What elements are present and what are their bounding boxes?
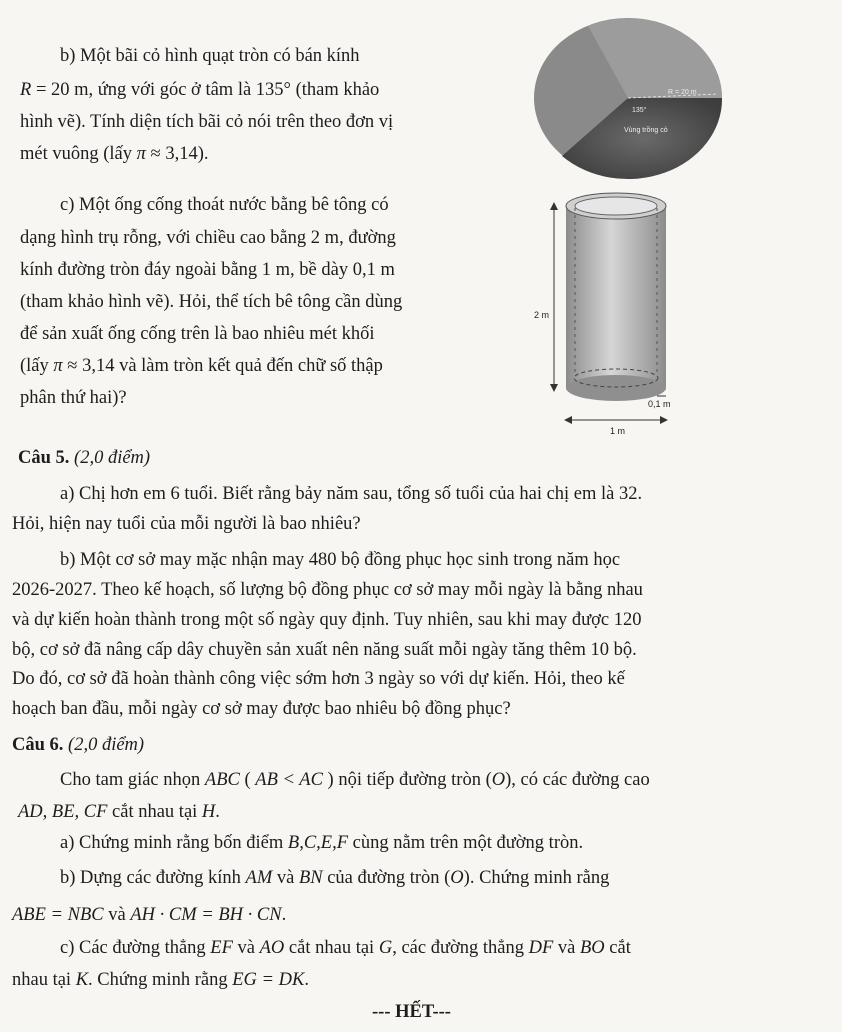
q6-i2a: AD, BE, CF — [18, 802, 108, 822]
q6-title: Câu 6. — [12, 735, 64, 755]
q6-i1b: ABC — [204, 770, 240, 790]
q6-b1: b) Dựng các đường kính — [60, 868, 246, 888]
q6-c7: , các đường thẳng — [392, 938, 529, 958]
q4b-line-2 — [20, 78, 379, 102]
cyl-diameter-label: 1 m — [610, 426, 626, 436]
q5-b-line-3: và dự kiến hoàn thành trong một số ngày quy định. Tuy nhiên, sau khi may được 120 — [12, 610, 642, 630]
q4b-line-3: hình vẽ). Tính diện tích bãi cỏ nói trên theo đơn vị — [20, 112, 394, 132]
q4b-line-1: b) Một bãi cỏ hình quạt tròn có bán kính — [60, 46, 360, 66]
q6-heading — [12, 733, 144, 757]
q6-b10: AH · CM = BH · CN — [130, 905, 282, 925]
q6-intro-line-2 — [18, 800, 220, 824]
q6-a-line — [60, 831, 583, 855]
q6-b9: và — [103, 905, 131, 925]
q6-b11: . — [281, 905, 287, 925]
q5-b-line-5: Do đó, cơ sở đã hoàn thành công việc sớm hơn 3 ngày so với dự kiến. Hỏi, theo kế — [12, 669, 625, 689]
pipe-body — [566, 206, 666, 388]
q5-a-line-1: a) Chị hơn em 6 tuổi. Biết rằng bảy năm sau, tổng số tuổi của hai chị em là 32. — [60, 484, 643, 504]
q6-a1: a) Chứng minh rằng bốn điểm — [60, 833, 288, 853]
q6-b-line-2 — [12, 903, 286, 927]
pipe-top-inner — [575, 197, 657, 215]
q4c-line-6 — [20, 354, 383, 378]
q5-heading — [18, 446, 150, 470]
height-arrow-head-bottom — [550, 384, 558, 392]
q6-b-line-1 — [60, 866, 609, 890]
q6-b3: và — [272, 868, 299, 888]
q6-c-line-2 — [12, 968, 309, 992]
q6-b5: của đường tròn ( — [322, 868, 451, 888]
q4c-line-2: dạng hình trụ rỗng, với chiều cao bằng 2 m, đường — [20, 228, 396, 248]
q6-b8: ABE = NBC — [12, 905, 104, 925]
q6-i2b: cắt nhau tại — [107, 802, 202, 822]
q6-c4: AO — [259, 938, 285, 958]
q4c-line-6-c: ≈ 3,14 và làm tròn kết quả đến chữ số thập — [62, 356, 383, 376]
q6-a3: cùng nằm trên một đường tròn. — [348, 833, 584, 853]
q6-c6: G — [378, 938, 393, 958]
sector-radius-label: R = 20 m — [668, 89, 697, 96]
q4c-line-1: c) Một ống cống thoát nước bằng bê tông có — [60, 195, 389, 215]
q5-points: (2,0 điểm) — [74, 448, 151, 468]
pi-symbol: π — [136, 144, 146, 164]
pi-symbol: π — [53, 356, 63, 376]
q6-i2c: H — [201, 802, 216, 822]
q6-i2d: . — [215, 802, 220, 822]
q5-title: Câu 5. — [18, 448, 70, 468]
q6-c13: K — [75, 970, 89, 990]
q6-c15: EG = DK — [232, 970, 305, 990]
q4b-line-4-a: mét vuông (lấy — [20, 144, 137, 164]
q6-c14: . Chứng minh rằng — [88, 970, 233, 990]
end-marker: --- HẾT--- — [372, 1002, 451, 1022]
q5-b-line-2: 2026-2027. Theo kế hoạch, số lượng bộ đồng phục cơ sở may mỗi ngày là bằng nhau — [12, 580, 643, 600]
q6-c1: c) Các đường thẳng — [60, 938, 211, 958]
q4c-line-4: (tham khảo hình vẽ). Hỏi, thể tích bê tông cần dùng — [20, 292, 403, 312]
q5-b-line-4: bộ, cơ sở đã nâng cấp dây chuyền sản xuất nên năng suất mỗi ngày tăng thêm 10 bộ. — [12, 640, 637, 660]
q6-c9: và — [553, 938, 580, 958]
q6-intro-line-1 — [60, 768, 650, 792]
q6-i1a: Cho tam giác nhọn — [60, 770, 205, 790]
q5-b-line-6: hoạch ban đầu, mỗi ngày cơ sở may được bao nhiêu bộ đồng phục? — [12, 699, 511, 719]
q6-points: (2,0 điểm) — [68, 735, 145, 755]
q6-c5: cắt nhau tại — [284, 938, 379, 958]
sector-figure — [528, 14, 728, 182]
q5-a-line-2: Hỏi, hiện nay tuổi của mỗi người là bao nhiêu? — [12, 514, 361, 534]
pipe-figure — [530, 188, 690, 438]
q4b-line-4 — [20, 142, 209, 166]
q4c-line-3: kính đường tròn đáy ngoài bằng 1 m, bề dày 0,1 m — [20, 260, 395, 280]
q4c-line-6-a: (lấy — [20, 356, 54, 376]
q6-c8: DF — [528, 938, 554, 958]
q6-c16: . — [304, 970, 309, 990]
q6-c3: và — [232, 938, 260, 958]
q6-a2: B,C,E,F — [287, 833, 349, 853]
q6-b7: ). Chứng minh rằng — [463, 868, 610, 888]
diameter-arrow-head-right — [660, 416, 668, 424]
q6-c12: nhau tại — [12, 970, 76, 990]
radius-symbol: R — [20, 80, 32, 100]
pipe-bottom-rim — [566, 375, 666, 401]
q4c-line-5: để sản xuất ống cống trên là bao nhiêu mét khối — [20, 324, 375, 344]
q4b-line-2-text: = 20 m, ứng với góc ở tâm là 135° (tham khảo — [31, 80, 380, 100]
q6-i1g: ), có các đường cao — [505, 770, 650, 790]
q6-c10: BO — [580, 938, 605, 958]
sector-angle-label: 135° — [632, 107, 647, 114]
q6-b6: O — [450, 868, 464, 888]
sector-area-label: Vùng trồng cỏ — [624, 127, 668, 134]
q6-i1f: O — [491, 770, 506, 790]
height-arrow-head-top — [550, 202, 558, 210]
q6-i1d: AB < AC — [255, 770, 323, 790]
q6-i1c: ( — [239, 770, 256, 790]
diameter-arrow-head-left — [564, 416, 572, 424]
cyl-height-label: 2 m — [534, 310, 550, 320]
q5-b-line-1: b) Một cơ sở may mặc nhận may 480 bộ đồng phục học sinh trong năm học — [60, 550, 621, 570]
q4c-line-7: phân thứ hai)? — [20, 388, 127, 408]
q6-c2: EF — [210, 938, 233, 958]
q4b-line-4-c: ≈ 3,14). — [145, 144, 209, 164]
q6-i1e: ) nội tiếp đường tròn ( — [322, 770, 492, 790]
q6-b2: AM — [245, 868, 273, 888]
q6-c-line-1 — [60, 936, 631, 960]
q6-b4: BN — [298, 868, 323, 888]
q6-c11: cắt — [604, 938, 631, 958]
cyl-thickness-label: 0,1 m — [648, 399, 671, 409]
